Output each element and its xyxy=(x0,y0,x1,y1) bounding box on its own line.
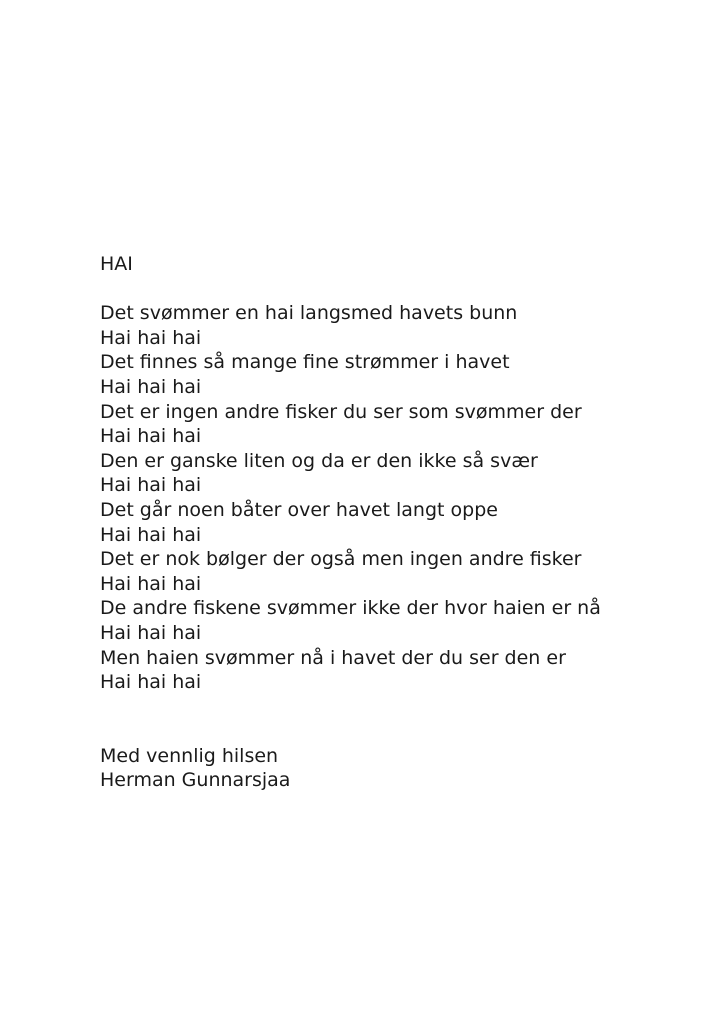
refrain-line: Hai hai hai xyxy=(100,671,202,694)
verse-line: Det er nok bølger der også men ingen andre fisker xyxy=(100,548,582,571)
closing-greeting: Med vennlig hilsen xyxy=(100,744,279,767)
verse-line: De andre fiskene svømmer ikke der hvor haien er nå xyxy=(100,597,601,620)
refrain-line: Hai hai hai xyxy=(100,572,202,595)
verse-line: Det finnes så mange fine strømmer i havet xyxy=(100,351,510,374)
refrain-line: Hai hai hai xyxy=(100,474,202,497)
refrain-line: Hai hai hai xyxy=(100,621,202,644)
verse-line: Den er ganske liten og da er den ikke så svær xyxy=(100,449,538,472)
refrain-line: Hai hai hai xyxy=(100,425,202,448)
verse-line: Men haien svømmer nå i havet der du ser den er xyxy=(100,646,566,669)
refrain-line: Hai hai hai xyxy=(100,375,202,398)
refrain-line: Hai hai hai xyxy=(100,326,202,349)
refrain-line: Hai hai hai xyxy=(100,523,202,546)
verse-line: Det går noen båter over havet langt oppe xyxy=(100,498,498,521)
verse-line: Det er ingen andre fisker du ser som svømmer der xyxy=(100,400,582,423)
verse-line: Det svømmer en hai langsmed havets bunn xyxy=(100,302,518,325)
letter-closing xyxy=(100,744,700,793)
document-title: HAI xyxy=(100,253,133,275)
signature: Herman Gunnarsjaa xyxy=(100,769,291,792)
poem xyxy=(100,301,700,695)
letter-body xyxy=(100,252,700,793)
